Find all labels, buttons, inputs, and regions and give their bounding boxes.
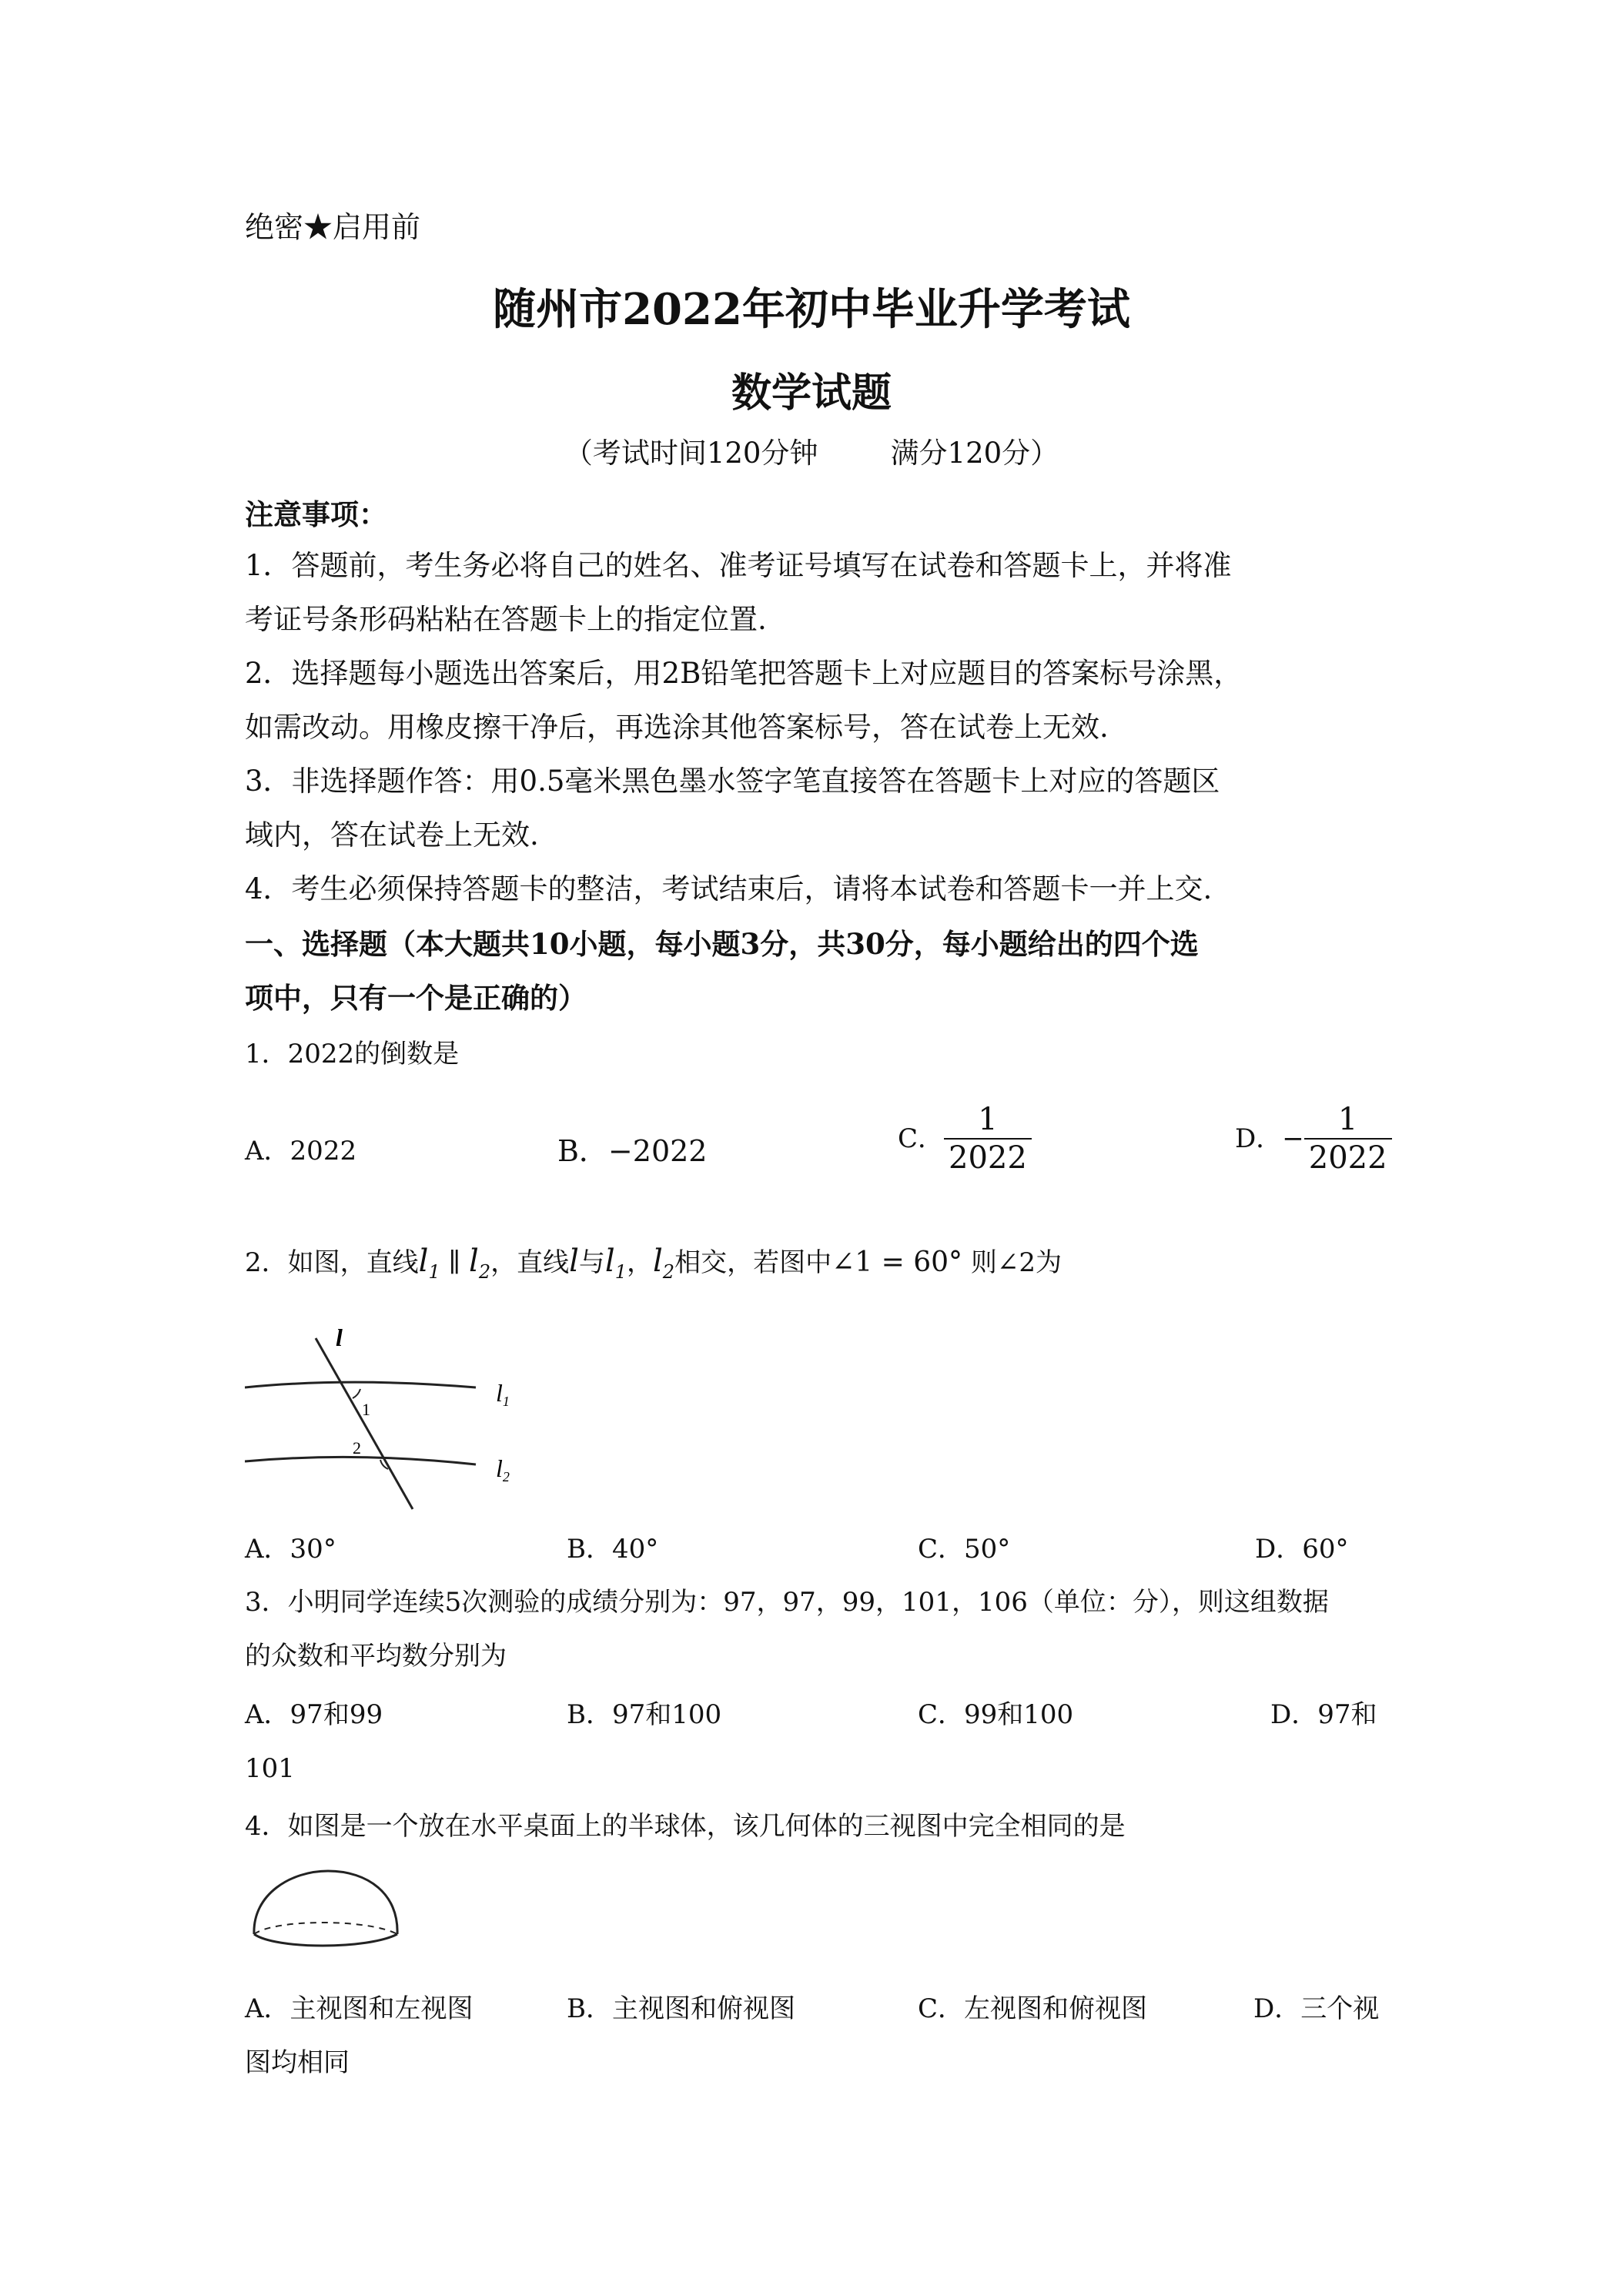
- hemisphere-dome: [254, 1871, 397, 1934]
- q1-option-b: B．−2022: [557, 1134, 708, 1168]
- q2-stem-part-b: ，直线: [490, 1247, 570, 1278]
- q2-option-c: C．50°: [918, 1534, 1011, 1565]
- q4-option-d: D．三个视: [1253, 1993, 1380, 2024]
- q2-option-a: A．30°: [245, 1534, 336, 1565]
- q2-stem-part-c: 与: [578, 1247, 605, 1278]
- q3-option-a: A．97和99: [245, 1699, 383, 1730]
- figure-label-angle-2: 2: [353, 1438, 361, 1458]
- q4-hemisphere-figure: [245, 1863, 407, 1963]
- notice-line-4: 如需改动。用橡皮擦干净后，再选涂其他答案标号，答在试卷上无效.: [245, 711, 1109, 744]
- q4-stem: 4．如图是一个放在水平桌面上的半球体，该几何体的三视图中完全相同的是: [245, 1811, 1126, 1842]
- secret-label: 绝密★启用前: [245, 210, 421, 244]
- q1-c-denominator: 2022: [949, 1140, 1027, 1176]
- q2-stem: 2．如图，直线$l_1$ ∥ $l_2$，直线l与$l_1$，$l_2$相交，若图中∠1 = 60° 则∠2为: [245, 1243, 1062, 1283]
- q4-option-c: C．左视图和俯视图: [918, 1993, 1148, 2024]
- line-l2: [245, 1457, 476, 1464]
- hemisphere-base-front: [254, 1934, 397, 1946]
- notice-line-2: 考证号条形码粘粘在答题卡上的指定位置.: [245, 603, 767, 636]
- notice-line-1: 1．答题前，考生务必将自己的姓名、准考证号填写在试卷和答题卡上，并将准: [245, 549, 1232, 582]
- notice-heading: 注意事项：: [245, 497, 387, 531]
- q1-option-d: [1235, 1101, 1392, 1176]
- q1-option-a: A．2022: [245, 1136, 357, 1166]
- figure-label-l: l: [336, 1324, 343, 1351]
- q2-option-d: D．60°: [1255, 1534, 1349, 1565]
- q1-option-d-label: D．−: [1235, 1123, 1304, 1154]
- q1-d-numerator: 1: [1304, 1101, 1392, 1140]
- q2-stem-part-e: 则∠2为: [970, 1247, 1062, 1278]
- figure-label-angle-1: 1: [362, 1400, 370, 1419]
- q1-option-d-fraction: [1304, 1101, 1392, 1176]
- notice-line-5: 3．非选择题作答：用0.5毫米黑色墨水签字笔直接答在答题卡上对应的答题区: [245, 765, 1220, 798]
- q2-line-l1-ref: $l_1$: [604, 1243, 627, 1283]
- section-heading-line1: 一、选择题（本大题共10小题，每小题3分，共30分，每小题给出的四个选: [245, 927, 1199, 961]
- q1-option-c-label: C．: [898, 1123, 945, 1154]
- q2-line-l2-ref: $l_2$: [653, 1243, 675, 1283]
- q4-option-a: A．主视图和左视图: [245, 1993, 474, 2024]
- q2-line-l2: $l_2$: [469, 1243, 491, 1283]
- q2-angle-eq: ∠1 = 60°: [832, 1247, 963, 1278]
- exam-title: 随州市2022年初中毕业升学考试: [493, 284, 1130, 335]
- q1-stem: 1．2022的倒数是: [245, 1039, 460, 1069]
- q4-option-d-continued: 图均相同: [245, 2047, 350, 2078]
- q2-line-l1: $l_1$: [418, 1243, 440, 1283]
- q2-stem-part-a: 2．如图，直线: [245, 1247, 419, 1278]
- q1-d-denominator: 2022: [1308, 1140, 1387, 1176]
- exam-info: （考试时间120分钟 满分120分）: [564, 437, 1059, 470]
- q3-option-d-continued: 101: [245, 1753, 295, 1784]
- notice-line-6: 域内，答在试卷上无效.: [245, 818, 539, 852]
- section-heading-line2: 项中，只有一个是正确的）: [245, 981, 587, 1015]
- transversal-l: [316, 1338, 413, 1509]
- q3-stem-line2: 的众数和平均数分别为: [245, 1641, 507, 1672]
- exam-subtitle: 数学试题: [731, 370, 892, 417]
- q2-stem-part-d: 相交，若图中: [674, 1247, 832, 1278]
- q2-line-l: l: [569, 1243, 579, 1279]
- q1-option-c-fraction: [944, 1101, 1032, 1176]
- notice-line-7: 4．考生必须保持答题卡的整洁，考试结束后，请将本试卷和答题卡一并上交.: [245, 872, 1213, 905]
- q3-stem-line1: 3．小明同学连续5次测验的成绩分别为：97，97，99，101，106（单位：分），则这组数据: [245, 1587, 1329, 1618]
- q1-c-numerator: 1: [944, 1101, 1032, 1140]
- q4-option-b: B．主视图和俯视图: [567, 1993, 795, 2024]
- line-l1: [245, 1382, 476, 1387]
- q3-option-b: B．97和100: [567, 1699, 722, 1730]
- q2-option-b: B．40°: [567, 1534, 659, 1565]
- hemisphere-base-back-dashed: [254, 1923, 397, 1934]
- figure-label-l2: l2: [496, 1454, 510, 1484]
- q3-option-c: C．99和100: [918, 1699, 1074, 1730]
- q3-option-d: D．97和: [1270, 1699, 1377, 1730]
- q1-option-c: [898, 1101, 1032, 1176]
- angle-1-arc: [353, 1389, 360, 1398]
- figure-label-l1: l1: [496, 1379, 510, 1409]
- q2-parallel-lines-figure: [245, 1324, 537, 1517]
- notice-line-3: 2．选择题每小题选出答案后，用2B铅笔把答题卡上对应题目的答案标号涂黑，: [245, 657, 1243, 690]
